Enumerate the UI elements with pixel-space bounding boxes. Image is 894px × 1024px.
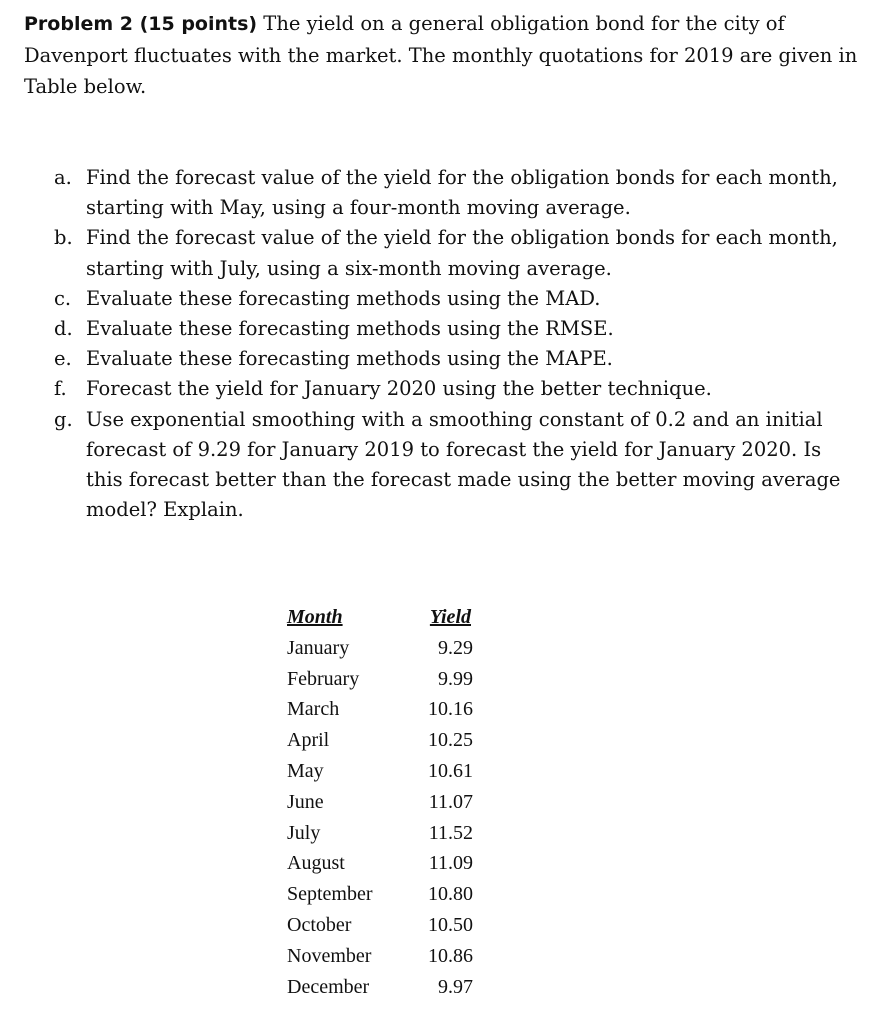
yield-cell: 10.16 <box>428 698 473 721</box>
table-row <box>287 972 487 1003</box>
question-letter: c. <box>54 286 72 310</box>
table-row <box>287 910 487 941</box>
month-cell: January <box>287 636 350 659</box>
table-row <box>287 664 487 695</box>
yield-cell: 11.09 <box>428 852 473 875</box>
question-text: Use exponential smoothing with a smoothing constant of 0.2 and an initial forecast of 9.29 for January 2019 to forecast the yield for January 2020. Is this forecast better than the forecast made using the better moving average model? Explain. <box>86 407 841 522</box>
question-list <box>0 163 894 525</box>
question-letter: e. <box>54 347 72 371</box>
question-item <box>0 344 846 374</box>
yield-column-header: Yield <box>429 606 471 628</box>
month-cell: July <box>287 821 321 844</box>
question-letter: d. <box>54 317 73 341</box>
month-cell: May <box>287 759 324 782</box>
table-row <box>287 879 487 910</box>
month-cell: October <box>287 913 352 936</box>
problem-heading: Problem 2 (15 points) <box>24 13 258 35</box>
month-column-header: Month <box>287 606 343 628</box>
yield-cell: 10.61 <box>428 759 473 782</box>
problem-text: The yield on a general obligation bond for the city of Davenport fluctuates with the market. The monthly quotations for 2019 are given in Table below. <box>24 12 858 98</box>
table-row <box>287 725 487 756</box>
question-item <box>0 223 846 283</box>
question-letter: b. <box>54 226 73 250</box>
yield-cell: 11.07 <box>428 790 473 813</box>
month-cell: June <box>287 790 324 813</box>
table-row <box>287 848 487 879</box>
yield-cell: 10.50 <box>428 913 473 936</box>
question-letter: g. <box>54 407 73 431</box>
question-text: Find the forecast value of the yield for the obligation bonds for each month, starting with May, using a four-month moving average. <box>86 166 838 220</box>
question-text: Evaluate these forecasting methods using the RMSE. <box>86 317 614 341</box>
table-row <box>287 633 487 664</box>
table-row <box>287 756 487 787</box>
question-item <box>0 405 846 526</box>
question-letter: f. <box>54 377 67 401</box>
month-cell: April <box>287 729 330 752</box>
month-cell: December <box>287 975 370 998</box>
table-row <box>287 941 487 972</box>
table-row <box>287 818 487 849</box>
month-cell: March <box>287 698 340 721</box>
yield-cell: 11.52 <box>428 821 473 844</box>
yield-cell: 9.99 <box>438 667 473 690</box>
month-cell: February <box>287 667 360 690</box>
yield-cell: 10.86 <box>428 944 473 967</box>
question-text: Evaluate these forecasting methods using the MAPE. <box>86 347 613 371</box>
table-row <box>287 694 487 725</box>
question-item <box>0 163 846 223</box>
question-item <box>0 284 846 314</box>
question-letter: a. <box>54 166 72 189</box>
yield-cell: 9.29 <box>438 636 473 659</box>
yield-table <box>287 602 487 1002</box>
question-item <box>0 314 846 344</box>
month-cell: August <box>287 852 345 875</box>
table-header-row <box>287 602 487 633</box>
yield-cell: 10.80 <box>428 883 473 906</box>
question-text: Evaluate these forecasting methods using the MAD. <box>86 286 601 310</box>
month-cell: November <box>287 944 372 967</box>
problem-statement <box>24 8 874 102</box>
question-item <box>0 374 846 404</box>
yield-cell: 9.97 <box>438 975 473 998</box>
question-text: Find the forecast value of the yield for the obligation bonds for each month, starting with July, using a six-month moving average. <box>86 226 838 280</box>
table-row <box>287 787 487 818</box>
month-cell: September <box>287 883 373 906</box>
yield-cell: 10.25 <box>428 729 473 752</box>
question-text: Forecast the yield for January 2020 using the better technique. <box>86 377 712 401</box>
